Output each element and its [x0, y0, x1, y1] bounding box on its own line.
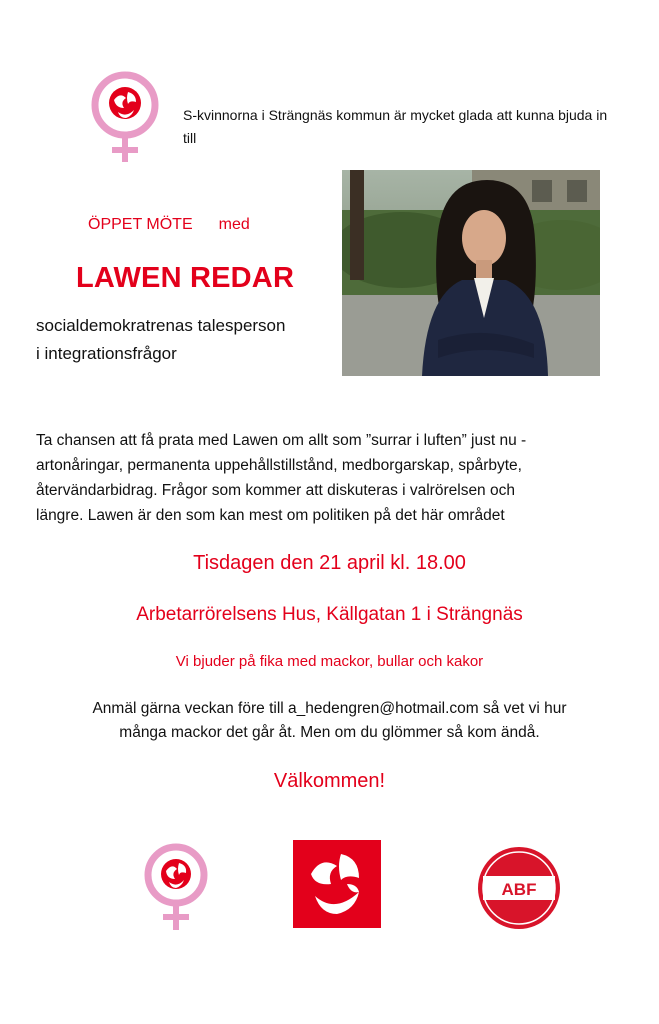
abf-logo-text: ABF	[501, 880, 537, 899]
event-date: Tisdagen den 21 april kl. 18.00	[193, 552, 466, 574]
description	[36, 428, 636, 528]
role-line-2: i integrationsfrågor	[36, 344, 177, 363]
signup-line-2: många mackor det går åt. Men om du glömmer så kom ändå.	[119, 724, 540, 741]
signup-line-1: Anmäl gärna veckan före till a_hedengren@hotmail.com så vet vi hur	[92, 700, 567, 717]
rose-icon	[161, 859, 191, 889]
description-line-1: Ta chansen att få prata med Lawen om allt som ”surrar i luften” just nu -	[36, 432, 527, 449]
role-line-1: socialdemokratrenas talesperson	[36, 316, 286, 335]
event-place: Arbetarrörelsens Hus, Källgatan 1 i Strängnäs	[136, 604, 523, 625]
description-line-4: längre. Lawen är den som kan mest om politiken på det här området	[36, 507, 505, 524]
speaker-photo	[342, 170, 600, 376]
intro-text: S-kvinnorna i Strängnäs kommun är mycket glada att kunna bjuda in till	[183, 107, 608, 146]
speaker-name: LAWEN REDAR	[76, 262, 295, 294]
abf-logo	[477, 846, 561, 930]
socialdemokraterna-logo	[293, 840, 381, 928]
speaker-role	[36, 312, 285, 368]
with-label: med	[218, 216, 250, 233]
signup-text	[0, 697, 659, 745]
welcome-text: Välkommen!	[273, 770, 386, 792]
open-meeting-label: ÖPPET MÖTE	[88, 216, 193, 233]
s-kvinnorna-logo-top	[88, 70, 162, 166]
fika-text: Vi bjuder på fika med mackor, bullar och kakor	[175, 653, 484, 670]
description-line-3: återvändarbidrag. Frågor som kommer att diskuteras i valrörelsen och	[36, 482, 515, 499]
event-label	[88, 216, 250, 234]
s-kvinnorna-logo-bottom	[140, 842, 212, 932]
description-line-2: artonåringar, permanenta uppehållstillstånd, medborgarskap, spårbyte,	[36, 457, 522, 474]
rose-icon	[109, 87, 141, 119]
